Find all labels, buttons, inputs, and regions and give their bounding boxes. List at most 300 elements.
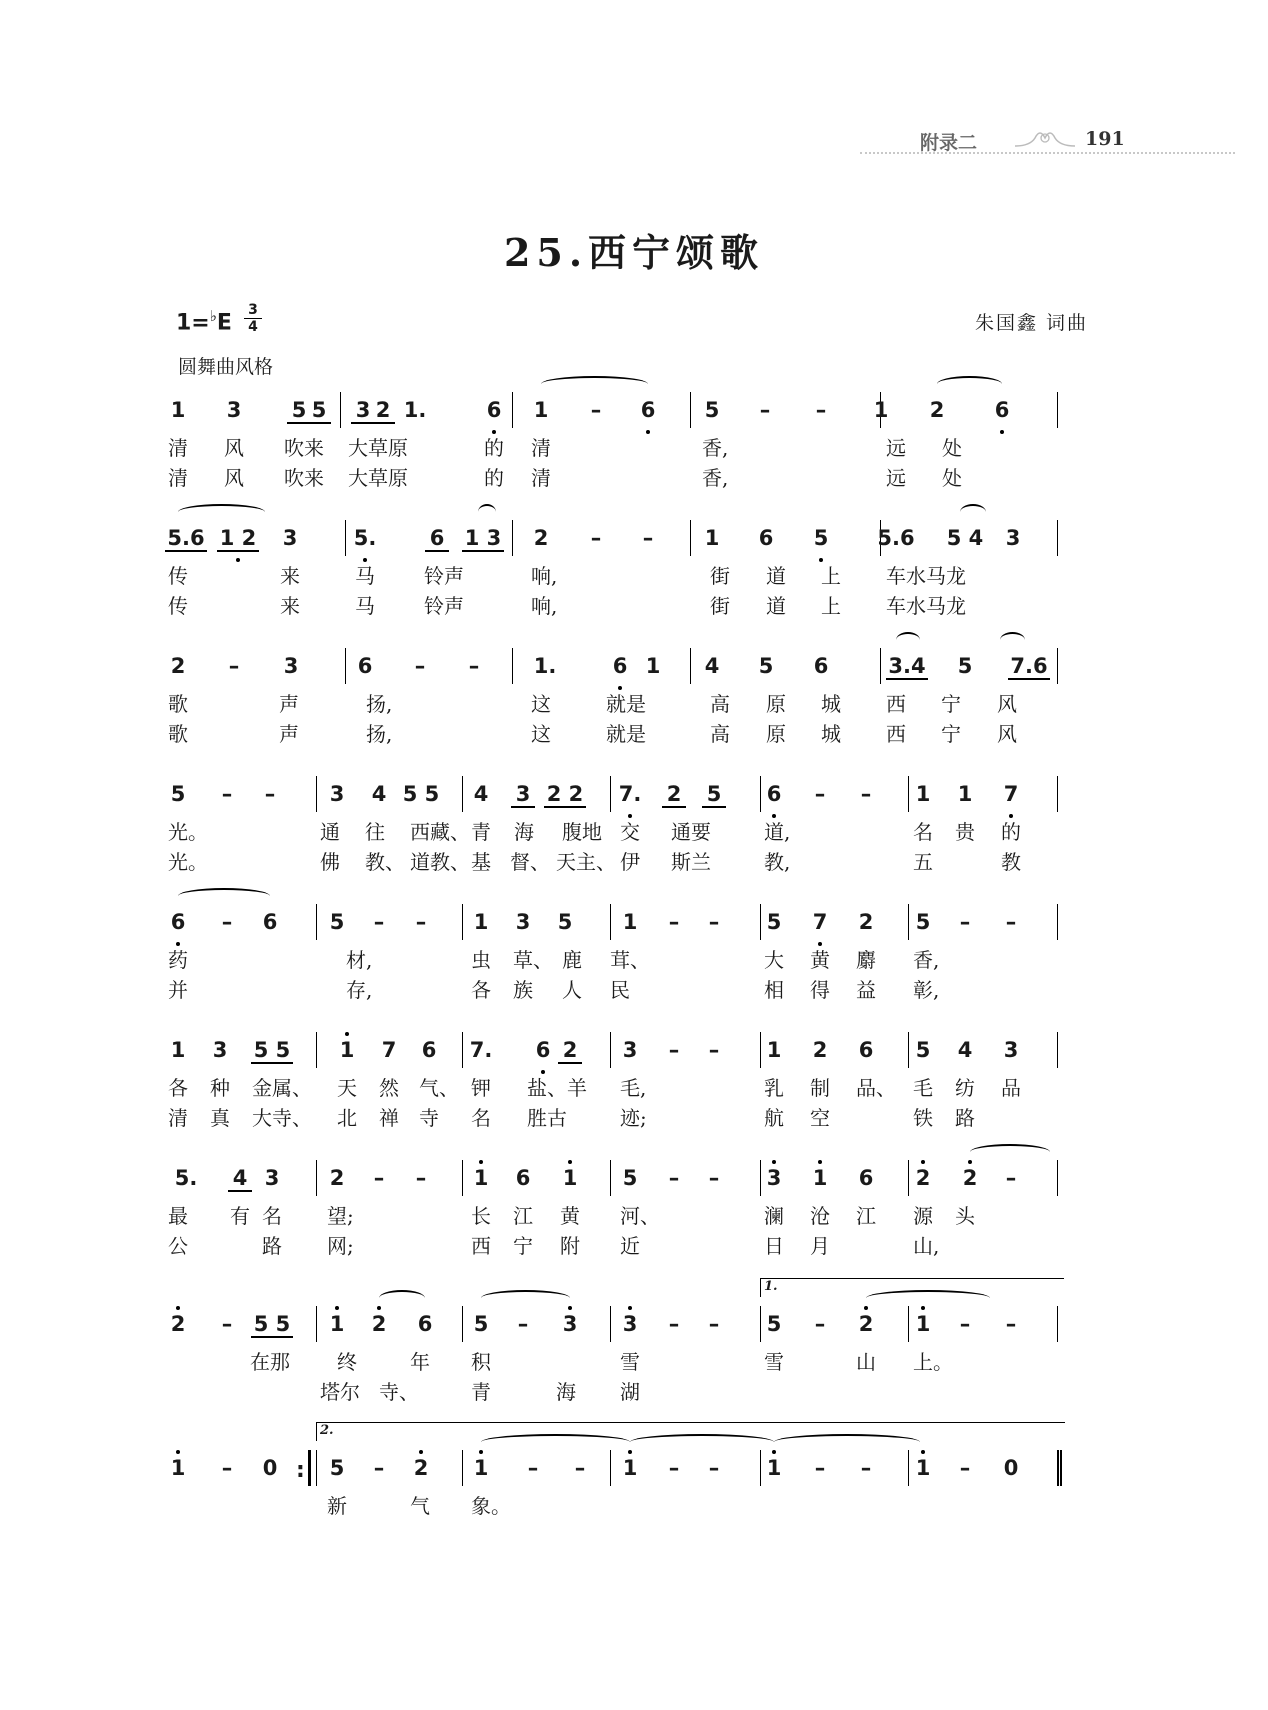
lyric-syllable: 佛 (320, 850, 340, 874)
note: – (590, 398, 602, 422)
note: 3 (329, 782, 345, 806)
lyric-syllable: 江 (513, 1204, 533, 1228)
barline (760, 1306, 761, 1342)
note: 3 (283, 654, 299, 678)
lyric-syllable: 名 (471, 1106, 491, 1130)
note: – (668, 910, 680, 934)
barline (316, 776, 317, 812)
lyric-syllable: 来 (280, 594, 300, 618)
note: 4 (371, 782, 387, 806)
lyric-syllable: 高 (710, 692, 730, 716)
barline (1057, 776, 1058, 812)
key-signature: 1=♭E (176, 307, 232, 336)
barline (512, 392, 513, 428)
note: – (590, 526, 602, 550)
lyric-syllable: 河、 (620, 1204, 660, 1228)
lyric-syllable: 西 (471, 1234, 491, 1258)
note: – (708, 1312, 720, 1336)
note: – (959, 1312, 971, 1336)
volta-bracket: 2. (316, 1422, 1065, 1441)
lyric-syllable: 西藏、 (410, 820, 470, 844)
lyric-syllable: 通要 (671, 820, 711, 844)
note: 5. (174, 1166, 198, 1190)
lyric-syllable: 光。 (168, 850, 208, 874)
note: 4 (473, 782, 489, 806)
note: 1. (533, 654, 557, 678)
note: – (221, 782, 233, 806)
slur (774, 1434, 920, 1450)
author-credit: 朱国鑫 词曲 (975, 312, 1089, 334)
note: 3 (511, 782, 535, 808)
lyric-syllable: 最 (168, 1204, 188, 1228)
octave-dot-high (921, 1450, 925, 1454)
note: 7. (618, 782, 642, 806)
note: 6 (262, 910, 278, 934)
barline (462, 1306, 463, 1342)
repeat-sign: : (296, 1458, 305, 1483)
barline (880, 648, 881, 684)
lyric-syllable: 声 (279, 692, 299, 716)
lyric-syllable: 彰, (913, 978, 940, 1002)
note: 5.6 (165, 526, 207, 552)
lyric-syllable: 在那 (250, 1350, 290, 1374)
page-header (860, 118, 1235, 158)
lyric-syllable: 吹来 (284, 436, 324, 460)
note: 1 (915, 1456, 931, 1480)
slur (937, 376, 1002, 392)
lyric-syllable: 象。 (471, 1494, 511, 1518)
note: – (959, 1456, 971, 1480)
barline (760, 904, 761, 940)
lyric-syllable: 伊 (620, 850, 640, 874)
octave-dot-high (772, 1450, 776, 1454)
lyric-syllable: 名 (262, 1204, 282, 1228)
note: – (668, 1166, 680, 1190)
octave-dot-high (345, 1032, 349, 1036)
octave-dot-low (236, 558, 240, 562)
slur (481, 1434, 630, 1450)
lyric-syllable: 沧 (810, 1204, 830, 1228)
lyric-syllable: 名 (913, 820, 933, 844)
lyric-syllable: 制 (810, 1076, 830, 1100)
lyric-syllable: 上。 (913, 1350, 953, 1374)
barline (1057, 1032, 1058, 1068)
note: 1 (766, 1456, 782, 1480)
note: 5 (915, 1038, 931, 1062)
lyric-syllable: 铃声 (424, 564, 464, 588)
octave-dot-high (628, 1450, 632, 1454)
lyric-syllable: 长 (471, 1204, 491, 1228)
note: 1 (766, 1038, 782, 1062)
note: 6 (357, 654, 373, 678)
note: 3 (515, 910, 531, 934)
note: 5 (766, 1312, 782, 1336)
lyric-syllable: 网; (327, 1234, 354, 1258)
lyric-syllable: 清 (168, 436, 188, 460)
barline (345, 648, 346, 684)
lyric-syllable: 山, (913, 1234, 940, 1258)
lyric-syllable: 湖 (620, 1380, 640, 1404)
barline (1057, 392, 1058, 428)
note: 2 (962, 1166, 978, 1190)
note: – (860, 782, 872, 806)
note: – (642, 526, 654, 550)
lyric-syllable: 马 (355, 564, 375, 588)
note: – (959, 910, 971, 934)
lyric-syllable: 大 (764, 948, 784, 972)
lyric-syllable: 草、 (513, 948, 553, 972)
lyric-syllable: 海 (514, 820, 534, 844)
note: 5 5 (402, 782, 440, 806)
note: – (415, 910, 427, 934)
slur (541, 376, 648, 392)
ornament-icon (1010, 124, 1080, 154)
lyric-syllable: 青 (471, 820, 491, 844)
octave-dot-high (921, 1306, 925, 1310)
song-title: 25.西宁颂歌 (503, 230, 765, 275)
lyric-syllable: 真 (210, 1106, 230, 1130)
barline (610, 904, 611, 940)
note: 1 (473, 1166, 489, 1190)
note: 1 (622, 1456, 638, 1480)
lyric-syllable: 然 (379, 1076, 399, 1100)
volta-bracket: 1. (760, 1278, 1064, 1297)
note: 5 5 (251, 1312, 293, 1338)
lyric-syllable: 毛, (620, 1076, 647, 1100)
lyric-syllable: 远 (886, 466, 906, 490)
note: 3 (562, 1312, 578, 1336)
barline (908, 1450, 909, 1486)
note: 1 (329, 1312, 345, 1336)
lyric-syllable: 公 (168, 1234, 188, 1258)
octave-dot-high (176, 1450, 180, 1454)
lyric-syllable: 禅 (379, 1106, 399, 1130)
note: 1 (473, 1456, 489, 1480)
note: 7 (381, 1038, 397, 1062)
lyric-syllable: 海 (556, 1380, 576, 1404)
lyric-syllable: 教、 (365, 850, 405, 874)
lyric-syllable: 有 (230, 1204, 250, 1228)
barline (1057, 904, 1058, 940)
barline (690, 648, 691, 684)
note: 3 (1003, 1038, 1019, 1062)
lyric-syllable: 歌 (168, 692, 188, 716)
octave-dot-low (646, 430, 650, 434)
lyric-syllable: 寺、 (379, 1380, 419, 1404)
lyric-syllable: 交 (620, 820, 640, 844)
note: 5 (170, 782, 186, 806)
lyric-syllable: 毛 (913, 1076, 933, 1100)
lyric-syllable: 督、 (510, 850, 550, 874)
note: 1 (704, 526, 720, 550)
barline (760, 1032, 761, 1068)
note: 1 (533, 398, 549, 422)
octave-dot-high (864, 1306, 868, 1310)
lyric-syllable: 扬, (366, 722, 393, 746)
lyric-syllable: 路 (262, 1234, 282, 1258)
note: 1 (915, 1312, 931, 1336)
note: – (373, 910, 385, 934)
slur (178, 888, 270, 904)
lyric-syllable: 风 (224, 466, 244, 490)
note: 6 (758, 526, 774, 550)
lyric-syllable: 北 (337, 1106, 357, 1130)
lyric-syllable: 歌 (168, 722, 188, 746)
barline (512, 648, 513, 684)
barline (462, 776, 463, 812)
lyric-syllable: 斯兰 (671, 850, 711, 874)
lyric-syllable: 近 (620, 1234, 640, 1258)
note: 5 (622, 1166, 638, 1190)
lyric-syllable: 茸、 (610, 948, 650, 972)
note: – (468, 654, 480, 678)
note: 3.4 (886, 654, 928, 680)
note: 2 (170, 654, 186, 678)
note: – (1005, 1166, 1017, 1190)
barline (316, 904, 317, 940)
lyric-syllable: 日 (764, 1234, 784, 1258)
lyric-syllable: 通 (320, 820, 340, 844)
lyric-syllable: 江 (856, 1204, 876, 1228)
slur (478, 504, 496, 520)
lyric-syllable: 处 (942, 436, 962, 460)
lyric-syllable: 雪 (620, 1350, 640, 1374)
lyric-syllable: 路 (955, 1106, 975, 1130)
tempo-style: 圆舞曲风格 (178, 356, 274, 378)
lyric-syllable: 民 (610, 978, 630, 1002)
lyric-syllable: 贵 (955, 820, 975, 844)
note: 2 (371, 398, 395, 424)
barline (1057, 648, 1058, 684)
note: 1 (645, 654, 661, 678)
note: 0 (1003, 1456, 1019, 1480)
note: 7 (1003, 782, 1019, 806)
octave-dot-high (377, 1306, 381, 1310)
lyric-syllable: 就是 (606, 722, 646, 746)
lyric-syllable: 气、 (419, 1076, 459, 1100)
lyric-syllable: 高 (710, 722, 730, 746)
note: – (759, 398, 771, 422)
note: 1 (170, 1456, 186, 1480)
lyric-syllable: 新 (327, 1494, 347, 1518)
octave-dot-high (335, 1306, 339, 1310)
note: – (668, 1312, 680, 1336)
note: 5 (557, 910, 573, 934)
barline (512, 520, 513, 556)
octave-dot-high (419, 1450, 423, 1454)
lyric-syllable: 大草原 (348, 466, 408, 490)
note: 3 (766, 1166, 782, 1190)
note: 2 (413, 1456, 429, 1480)
lyric-syllable: 黄 (560, 1204, 580, 1228)
lyric-syllable: 西 (886, 692, 906, 716)
lyric-syllable: 车水马龙 (886, 564, 966, 588)
note: – (221, 1312, 233, 1336)
lyric-syllable: 处 (942, 466, 962, 490)
note: 3 (1005, 526, 1021, 550)
note: 4 (228, 1166, 252, 1192)
note: 6 (515, 1166, 531, 1190)
lyric-syllable: 原 (766, 692, 786, 716)
note: 3 (282, 526, 298, 550)
lyric-syllable: 基 (471, 850, 491, 874)
octave-dot-high (568, 1160, 572, 1164)
lyric-syllable: 盐、羊 (527, 1076, 587, 1100)
barline (462, 1450, 463, 1486)
note: 5 (329, 1456, 345, 1480)
octave-dot-high (568, 1306, 572, 1310)
lyric-syllable: 乳 (764, 1076, 784, 1100)
note: 1 (170, 1038, 186, 1062)
note: – (574, 1456, 586, 1480)
note: 1 (170, 398, 186, 422)
lyric-syllable: 光。 (168, 820, 208, 844)
barline (610, 1160, 611, 1196)
note: 5. (353, 526, 377, 550)
lyric-syllable: 得 (810, 978, 830, 1002)
note: 1. (403, 398, 427, 422)
lyric-syllable: 宁 (941, 722, 961, 746)
lyric-syllable: 香, (702, 436, 729, 460)
page-number: 191 (1085, 128, 1125, 150)
note: 5 (329, 910, 345, 934)
lyric-syllable: 天 (337, 1076, 357, 1100)
barline (908, 904, 909, 940)
lyric-syllable: 终 (337, 1350, 357, 1374)
note: 5 (957, 654, 973, 678)
lyric-syllable: 天主、 (556, 850, 616, 874)
lyric-syllable: 道教、 (410, 850, 470, 874)
lyric-syllable: 附 (560, 1234, 580, 1258)
note: 6 (858, 1166, 874, 1190)
lyric-syllable: 材, (346, 948, 373, 972)
lyric-syllable: 人 (562, 978, 582, 1002)
lyric-syllable: 山 (856, 1350, 876, 1374)
slur (960, 504, 986, 520)
note: 1 (473, 910, 489, 934)
barline (1057, 520, 1058, 556)
lyric-syllable: 往 (365, 820, 385, 844)
note: – (228, 654, 240, 678)
lyric-syllable: 黄 (810, 948, 830, 972)
note: – (1005, 1312, 1017, 1336)
note: 1 (915, 782, 931, 806)
note: 1 (812, 1166, 828, 1190)
note: 6 (858, 1038, 874, 1062)
lyric-syllable: 马 (355, 594, 375, 618)
note: 4 (704, 654, 720, 678)
lyric-syllable: 风 (997, 722, 1017, 746)
note: 6 (170, 910, 186, 934)
note: 5 (766, 910, 782, 934)
lyric-syllable: 清 (168, 466, 188, 490)
note: 5 (307, 398, 331, 424)
note: 5.6 (877, 526, 915, 550)
header-rule (860, 152, 1235, 154)
note: – (814, 1456, 826, 1480)
lyric-syllable: 街 (710, 594, 730, 618)
lyric-syllable: 年 (410, 1350, 430, 1374)
barline (1057, 1306, 1058, 1342)
note: 5 5 (251, 1038, 293, 1064)
lyric-syllable: 这 (531, 722, 551, 746)
lyric-syllable: 风 (224, 436, 244, 460)
note: – (221, 910, 233, 934)
note: 2 (858, 910, 874, 934)
note: 3 (212, 1038, 228, 1062)
note: 2 (371, 1312, 387, 1336)
octave-dot-high (628, 1306, 632, 1310)
barline (760, 1450, 761, 1486)
lyric-syllable: 铁 (913, 1106, 933, 1130)
note: 7 (812, 910, 828, 934)
slur (630, 1434, 774, 1450)
barline (908, 1306, 909, 1342)
lyric-syllable: 鹿 (562, 948, 582, 972)
lyric-syllable: 这 (531, 692, 551, 716)
lyric-syllable: 航 (764, 1106, 784, 1130)
barline (316, 1306, 317, 1342)
lyric-syllable: 的 (484, 466, 504, 490)
note: – (860, 1456, 872, 1480)
lyric-syllable: 各 (471, 978, 491, 1002)
note: 3 (264, 1166, 280, 1190)
note: 0 (262, 1456, 278, 1480)
lyric-syllable: 道 (766, 594, 786, 618)
slur (1000, 632, 1025, 648)
lyric-syllable: 远 (886, 436, 906, 460)
note: 2 (858, 1312, 874, 1336)
note: 6 (813, 654, 829, 678)
note: – (373, 1166, 385, 1190)
section-label: 附录二 (920, 132, 978, 154)
slur (178, 504, 265, 520)
time-signature: 3 4 (244, 302, 262, 335)
slur (896, 632, 920, 648)
note: – (221, 1456, 233, 1480)
note: – (708, 1166, 720, 1190)
note: 2 (929, 398, 945, 422)
lyric-syllable: 品 (1001, 1076, 1021, 1100)
note: – (815, 398, 827, 422)
lyric-syllable: 迹; (620, 1106, 647, 1130)
lyric-syllable: 道 (766, 564, 786, 588)
note: 1 (957, 782, 973, 806)
lyric-syllable: 西 (886, 722, 906, 746)
slur (481, 1290, 570, 1306)
barline (908, 1032, 909, 1068)
octave-dot-high (479, 1450, 483, 1454)
octave-dot-high (818, 1160, 822, 1164)
note: 3 (226, 398, 242, 422)
lyric-syllable: 各 (168, 1076, 188, 1100)
note: 5 (915, 910, 931, 934)
barline (308, 1450, 311, 1486)
note: – (373, 1456, 385, 1480)
note: – (527, 1456, 539, 1480)
note: 7. (469, 1038, 493, 1062)
note: 1 2 (217, 526, 259, 552)
lyric-syllable: 清 (531, 466, 551, 490)
lyric-syllable: 的 (1001, 820, 1021, 844)
note: – (814, 1312, 826, 1336)
octave-dot-high (772, 1160, 776, 1164)
lyric-syllable: 空 (810, 1106, 830, 1130)
note: 1 (339, 1038, 355, 1062)
lyric-syllable: 金属、 (252, 1076, 312, 1100)
octave-dot-low (1000, 430, 1004, 434)
barline (610, 1450, 611, 1486)
